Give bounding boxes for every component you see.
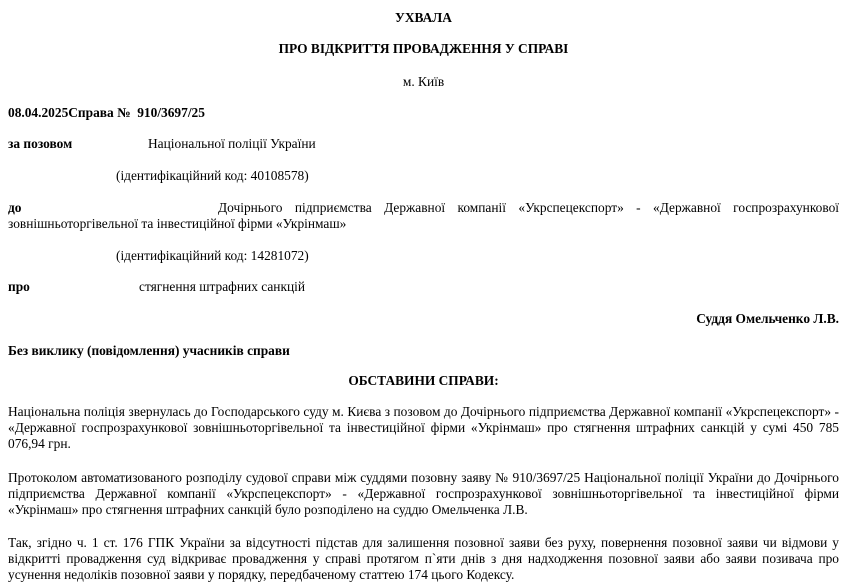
circumstances-heading: ОБСТАВИНИ СПРАВИ: xyxy=(348,373,499,388)
paragraph-1: Національна поліція звернулась до Господарського суду м. Києва з позовом до Дочірнього підприємства Державної компанії «Укрспецекспорт» - «Державної госпрозрахункової зовнішньоторгівельної та інвестиційної фірми «Укрінмаш» про стягнення штрафних санкцій у сумі 450 785 076,94 грн. xyxy=(8,404,839,451)
document-subtitle: ПРО ВІДКРИТТЯ ПРОВАДЖЕННЯ У СПРАВІ xyxy=(278,41,569,56)
date-case-line xyxy=(8,105,205,121)
subject-label: про xyxy=(8,279,30,294)
plaintiff-name: Національної поліції України xyxy=(148,136,316,151)
no-call-notice: Без виклику (повідомлення) учасників справи xyxy=(8,343,290,358)
subject-text: стягнення штрафних санкцій xyxy=(139,279,306,294)
paragraph-3: Так, згідно ч. 1 ст. 176 ГПК України за відсутності підстав для залишення позовної заяви без руху, повернення позовної заяви чи відмови у відкритті провадження суд відкриває провадження у справі протягом п`яти днів з дня надходження позовної заяви або заяви позивача про усунення недоліків позовної заяви у порядку, передбаченому статтею 174 цього Кодексу. xyxy=(8,535,839,582)
defendant-name: Дочірнього підприємства Державної компанії «Укрспецекспорт» - «Державної госпрозрахункової зовнішньоторгівельної та інвестиційної фірми «Укрінмаш» xyxy=(8,200,839,231)
case-label: Справа № xyxy=(68,105,131,120)
plaintiff-label: за позовом xyxy=(8,136,73,151)
paragraph-2: Протоколом автоматизованого розподілу судової справи між суддями позовну заяву № 910/3697/25 Національної поліції України до Дочірнього підприємства Державної компанії «Укрспецекспорт» - «Державної госпрозрахункової зовнішньоторгівельної та інвестиційної фірми «Укрінмаш» про стягнення штрафних санкцій було розподілено на суддю Омельченка Л.В. xyxy=(8,470,839,517)
document-date: 08.04.2025 xyxy=(8,105,69,120)
defendant-code: (ідентифікаційний код: 14281072) xyxy=(116,248,309,263)
document-title: УХВАЛА xyxy=(395,10,452,25)
plaintiff-code: (ідентифікаційний код: 40108578) xyxy=(116,168,309,183)
document-city: м. Київ xyxy=(402,74,445,89)
case-number: 910/3697/25 xyxy=(137,105,205,120)
defendant-label: до xyxy=(8,200,22,215)
judge-name: Суддя Омельченко Л.В. xyxy=(696,311,839,326)
